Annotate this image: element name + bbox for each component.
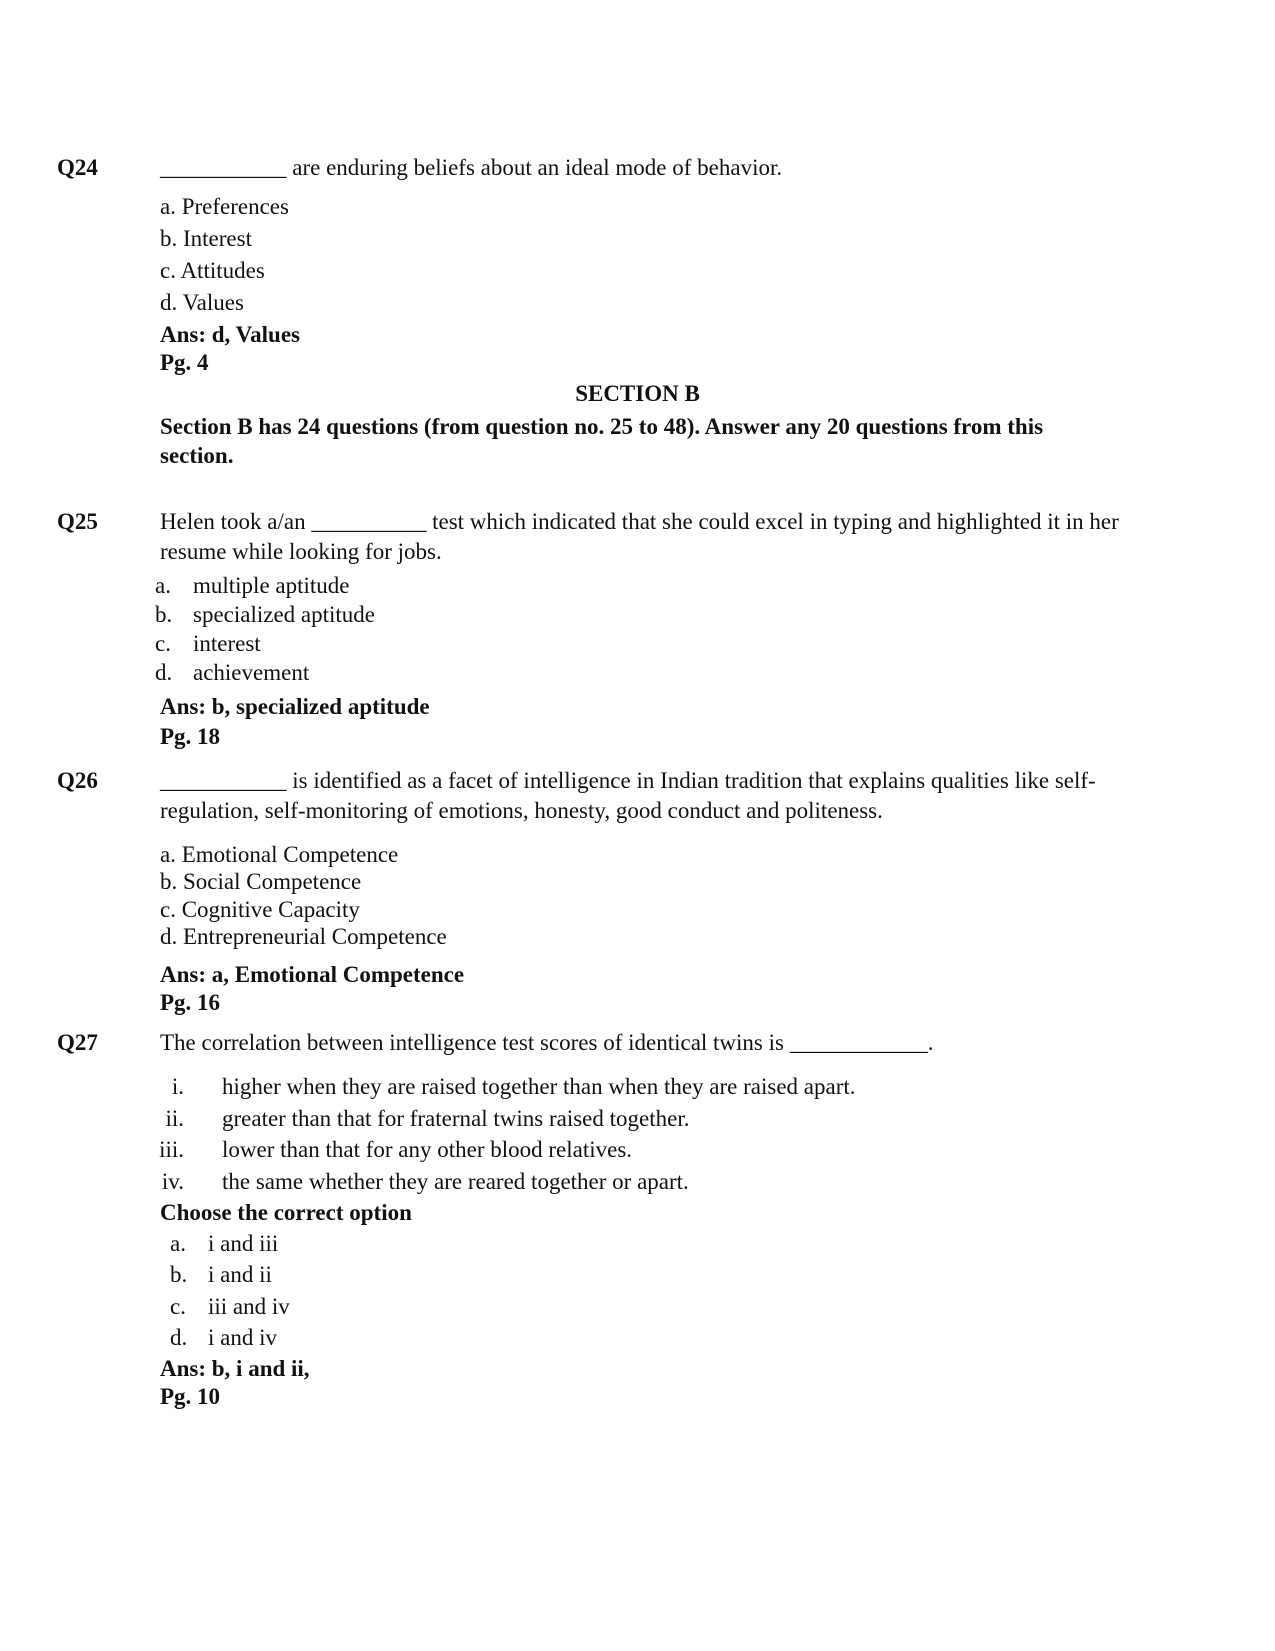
statement-label: ii.: [165, 1106, 184, 1131]
option-q25-a: [155, 573, 350, 599]
option-q27-a: [170, 1231, 279, 1257]
page-ref-q25: Pg. 18: [160, 724, 221, 749]
option-q27-b: [170, 1262, 272, 1288]
statement-q27-i: [150, 1074, 856, 1100]
option-label: b.: [170, 1262, 188, 1287]
option-q25-c: [155, 631, 261, 657]
answer-q25: Ans: b, specialized aptitude: [160, 694, 430, 719]
option-q27-c: [170, 1294, 290, 1320]
page-ref-q26: Pg. 16: [160, 990, 221, 1015]
option-q26-d: d. Entrepreneurial Competence: [160, 924, 447, 949]
option-q24-a: a. Preferences: [160, 194, 289, 219]
section-title: SECTION B: [575, 381, 700, 406]
option-label: a.: [170, 1231, 186, 1256]
statement-q27-iii: [150, 1137, 633, 1163]
option-label: c.: [155, 631, 171, 656]
statement-q27-ii: [150, 1106, 690, 1132]
choose-prompt-q27: Choose the correct option: [160, 1200, 412, 1225]
option-text: iii and iv: [208, 1294, 290, 1319]
statement-text: higher when they are raised together than when they are raised apart.: [222, 1074, 856, 1099]
page-ref-q27: Pg. 10: [160, 1384, 221, 1409]
option-label: b.: [155, 602, 173, 627]
question-number-q27: Q27: [57, 1030, 98, 1055]
option-q26-b: b. Social Competence: [160, 869, 362, 894]
option-text: i and iii: [208, 1231, 279, 1256]
question-number-q26: Q26: [57, 768, 98, 793]
option-q27-d: [170, 1325, 277, 1351]
option-q24-d: d. Values: [160, 290, 244, 315]
option-label: a.: [155, 573, 171, 598]
option-q24-b: b. Interest: [160, 226, 252, 251]
option-text: multiple aptitude: [193, 573, 350, 598]
question-stem-q25: Helen took a/an __________ test which indicated that she could excel in typing and highlighted it in her resume while looking for jobs.: [160, 509, 1119, 564]
option-q24-c: c. Attitudes: [160, 258, 265, 283]
option-text: interest: [193, 631, 261, 656]
section-instructions: Section B has 24 questions (from question no. 25 to 48). Answer any 20 questions from this section.: [160, 414, 1044, 468]
statement-text: lower than that for any other blood relatives.: [222, 1137, 633, 1162]
question-number-q24: Q24: [57, 155, 98, 180]
statement-label: i.: [171, 1074, 184, 1099]
option-q26-a: a. Emotional Competence: [160, 842, 399, 867]
statement-label: iii.: [159, 1137, 184, 1162]
question-stem-q24: ___________ are enduring beliefs about an ideal mode of behavior.: [160, 155, 783, 180]
option-text: achievement: [193, 660, 310, 685]
question-number-q25: Q25: [57, 509, 98, 534]
answer-q27: Ans: b, i and ii,: [160, 1356, 310, 1381]
option-q25-b: [155, 602, 376, 628]
option-q25-d: [155, 660, 310, 686]
question-stem-q27: The correlation between intelligence test scores of identical twins is ____________.: [160, 1030, 934, 1055]
option-label: c.: [170, 1294, 186, 1319]
statement-label: iv.: [161, 1169, 184, 1194]
option-text: i and iv: [208, 1325, 277, 1350]
statement-q27-iv: [150, 1169, 689, 1195]
statement-text: the same whether they are reared together or apart.: [222, 1169, 689, 1194]
answer-q24: Ans: d, Values: [160, 322, 300, 347]
answer-q26: Ans: a, Emotional Competence: [160, 962, 465, 987]
option-label: d.: [170, 1325, 188, 1350]
statement-text: greater than that for fraternal twins raised together.: [222, 1106, 690, 1131]
page-ref-q24: Pg. 4: [160, 350, 209, 375]
option-text: specialized aptitude: [193, 602, 376, 627]
option-q26-c: c. Cognitive Capacity: [160, 897, 360, 922]
question-stem-q26: ___________ is identified as a facet of intelligence in Indian tradition that explains qualities like self-regulation, self-monitoring of emotions, honesty, good conduct and politeness.: [160, 768, 1096, 823]
option-text: i and ii: [208, 1262, 272, 1287]
option-label: d.: [155, 660, 173, 685]
